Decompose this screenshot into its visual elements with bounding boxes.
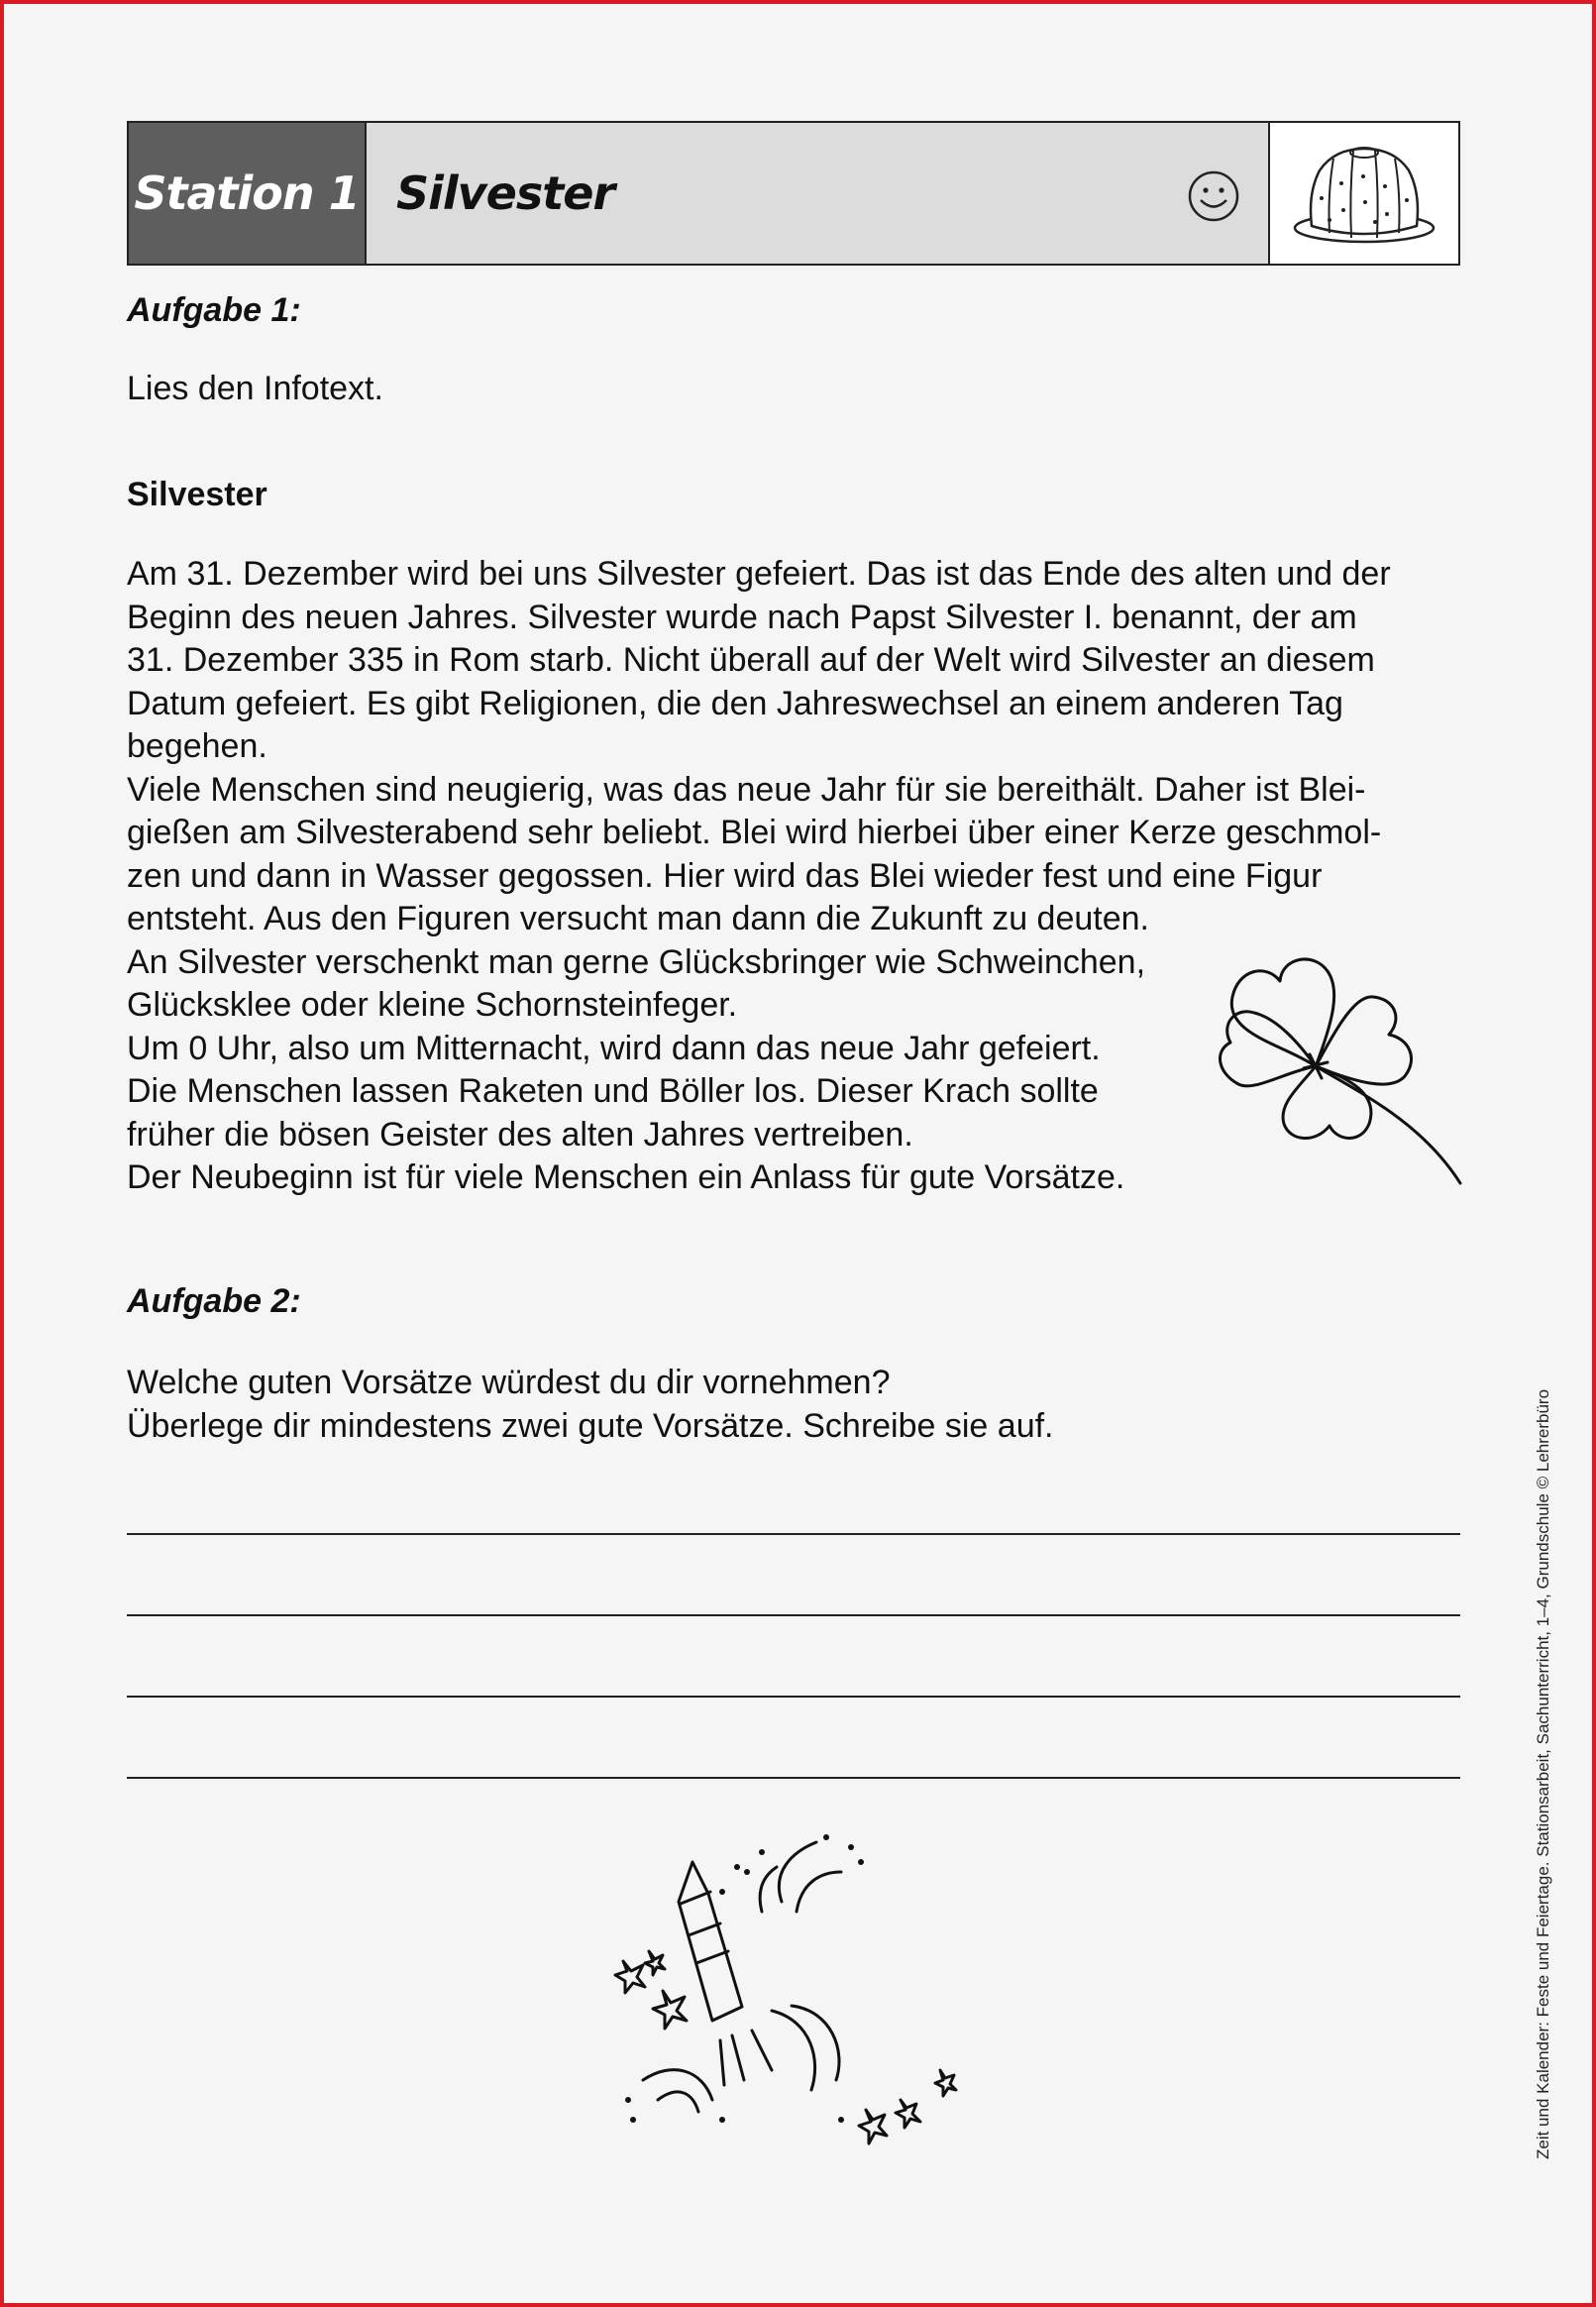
station-label: Station 1 — [129, 123, 367, 264]
infotext-line: Der Neubeginn ist für viele Menschen ein Anlass für gute Vorsätze. — [127, 1158, 1125, 1196]
copyright-side-note: Zeit und Kalender: Feste und Feiertage. Stationsarbeit, Sachunterricht, 1–4, Grundschule © Lehrerbüro — [1534, 1388, 1552, 2159]
answer-line[interactable] — [127, 1614, 1460, 1616]
task-2-label: Aufgabe 2: — [127, 1282, 301, 1320]
task-2-line: Überlege dir mindestens zwei gute Vorsätze. Schreibe sie auf. — [127, 1406, 1054, 1445]
cake-picture-cell — [1270, 123, 1458, 264]
station-header — [127, 121, 1460, 266]
bundt-cake-icon — [1290, 139, 1438, 248]
task-2-line: Welche guten Vorsätze würdest du dir vornehmen? — [127, 1364, 891, 1401]
infotext-line: gießen am Silvesterabend sehr beliebt. Blei wird hierbei über einer Kerze geschmol- — [127, 814, 1382, 851]
infotext-line: Glücksklee oder kleine Schornsteinfeger. — [127, 986, 738, 1024]
infotext-heading: Silvester — [127, 476, 267, 513]
infotext-line: entsteht. Aus den Figuren versucht man dann die Zukunft zu deuten. — [127, 900, 1149, 937]
infotext-line: begehen. — [127, 727, 267, 765]
infotext-line: Die Menschen lassen Raketen und Böller los. Dieser Krach sollte — [127, 1072, 1099, 1110]
infotext-line: Viele Menschen sind neugierig, was das neue Jahr für sie bereithält. Daher ist Blei- — [127, 770, 1366, 809]
task-1-instruction: Lies den Infotext. — [127, 370, 383, 407]
firework-rocket-icon — [613, 1832, 980, 2169]
infotext-body — [127, 553, 1391, 1200]
infotext-line: Datum gefeiert. Es gibt Religionen, die den Jahreswechsel an einem anderen Tag — [127, 684, 1343, 722]
task-2-instruction — [127, 1362, 1054, 1448]
answer-line[interactable] — [127, 1777, 1460, 1779]
task-1-label: Aufgabe 1: — [127, 291, 301, 329]
four-leaf-clover-icon — [1205, 955, 1464, 1193]
infotext-line: Beginn des neuen Jahres. Silvester wurde nach Papst Silvester I. benannt, der am — [127, 598, 1357, 636]
infotext-line: Um 0 Uhr, also um Mitternacht, wird dann das neue Jahr gefeiert. — [127, 1029, 1101, 1067]
infotext-line: zen und dann in Wasser gegossen. Hier wird das Blei wieder fest und eine Figur — [127, 856, 1323, 895]
answer-line[interactable] — [127, 1533, 1460, 1535]
station-title: Silvester — [396, 166, 615, 220]
answer-line[interactable] — [127, 1696, 1460, 1698]
station-title-cell — [367, 123, 1270, 264]
smiley-face-icon — [1187, 169, 1240, 223]
infotext-line: An Silvester verschenkt man gerne Glücksbringer wie Schweinchen, — [127, 942, 1146, 981]
infotext-line: früher die bösen Geister des alten Jahres vertreiben. — [127, 1115, 913, 1154]
infotext-line: Am 31. Dezember wird bei uns Silvester gefeiert. Das ist das Ende des alten und der — [127, 555, 1391, 593]
infotext-line: 31. Dezember 335 in Rom starb. Nicht überall auf der Welt wird Silvester an diesem — [127, 641, 1375, 679]
